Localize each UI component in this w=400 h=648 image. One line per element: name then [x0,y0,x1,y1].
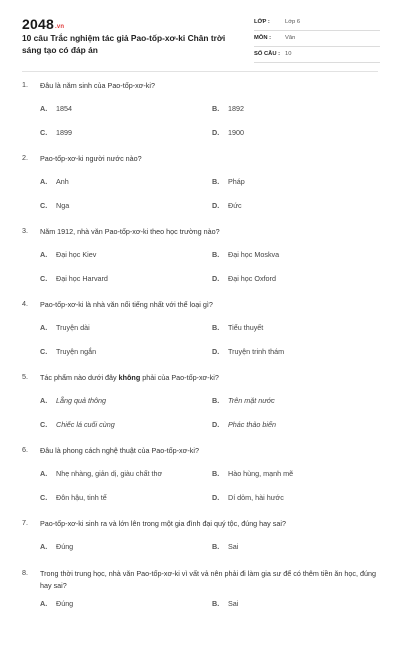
option-letter: B. [212,599,220,608]
question-number: 4. [22,299,28,308]
question-7 [0,518,400,568]
question-number: 7. [22,518,28,527]
option-text: Nga [56,201,70,210]
option-text: Truyện ngắn [56,347,97,356]
option-c[interactable] [40,347,200,359]
page-header [0,0,400,72]
option-c[interactable] [40,493,200,505]
meta-label: LỚP : [254,19,270,25]
question-text: Đâu là phong cách nghệ thuật của Pao-tốp-xơ-ki? [40,446,199,455]
option-letter: D. [212,128,220,137]
option-a[interactable] [40,250,200,262]
option-text: Đại học Kiev [56,250,97,259]
option-text: 1892 [228,104,244,113]
option-letter: D. [212,420,220,429]
option-text: Lẵng quả thông [56,396,106,405]
option-a[interactable] [40,104,200,116]
meta-label: MÔN : [254,35,272,41]
option-text: 1900 [228,128,244,137]
question-text: Pao-tốp-xơ-ki là nhà văn nổi tiếng nhất với thể loại gì? [40,300,213,309]
question-1 [0,80,400,153]
question-3 [0,226,400,299]
option-letter: D. [212,274,220,283]
option-text: Truyện dài [56,323,90,332]
option-a[interactable] [40,469,200,481]
option-text: Dí dỏm, hài hước [228,493,284,502]
option-letter: D. [212,493,220,502]
option-letter: C. [40,493,48,502]
option-c[interactable] [40,128,200,140]
option-b[interactable] [212,599,372,611]
option-b[interactable] [212,250,372,262]
question-number: 6. [22,445,28,454]
meta-label: SỐ CÂU : [254,51,281,57]
meta-row-grade [254,16,380,31]
option-text: Anh [56,177,69,186]
option-b[interactable] [212,542,372,554]
option-letter: C. [40,128,48,137]
option-letter: B. [212,323,220,332]
option-text: Hào hùng, mạnh mẽ [228,469,294,478]
question-text: Trong thời trung học, nhà văn Pao-tốp-xơ-ki vì vất vả nên phải đi làm gia sư để có thêm tiền ăn học, đúng hay sai? [40,569,376,590]
option-text: Đại học Moskva [228,250,280,259]
option-text: Truyện trinh thám [228,347,285,356]
option-text: Sai [228,599,239,608]
option-d[interactable] [212,274,372,286]
question-8 [0,568,400,648]
logo-suffix: .vn [54,24,65,30]
option-letter: B. [212,104,220,113]
option-letter: A. [40,396,48,405]
option-letter: D. [212,347,220,356]
option-text: Đúng [56,599,74,608]
option-text: 1854 [56,104,72,113]
question-text: Pao-tốp-xơ-ki người nước nào? [40,154,142,163]
option-letter: B. [212,396,220,405]
option-b[interactable] [212,323,372,335]
question-4 [0,299,400,372]
meta-value: 10 [285,51,292,57]
option-text: Nhẹ nhàng, giản dị, giàu chất thơ [56,469,163,478]
option-b[interactable] [212,177,372,189]
option-c[interactable] [40,201,200,213]
option-text: Trên mặt nước [228,396,275,405]
option-a[interactable] [40,542,200,554]
question-number: 3. [22,226,28,235]
option-text: Sai [228,542,239,551]
option-text: Đại học Oxford [228,274,276,283]
option-letter: C. [40,420,48,429]
question-list [0,80,400,648]
option-b[interactable] [212,396,372,408]
option-letter: B. [212,469,220,478]
option-d[interactable] [212,128,372,140]
question-text-pre: Tác phẩm nào dưới đây [40,373,119,382]
question-5 [0,372,400,445]
meta-value: Lớp 6 [285,19,301,25]
option-c[interactable] [40,274,200,286]
option-text: Đúng [56,542,74,551]
meta-row-subject [254,32,380,47]
option-text: Phác thảo biển [228,420,276,429]
option-text: Đức [228,201,242,210]
option-letter: A. [40,469,48,478]
option-letter: A. [40,250,48,259]
option-d[interactable] [212,347,372,359]
option-text: Tiểu thuyết [228,323,264,332]
option-letter: A. [40,542,48,551]
site-logo[interactable] [22,16,64,32]
option-b[interactable] [212,104,372,116]
option-d[interactable] [212,493,372,505]
header-divider [22,71,378,72]
option-letter: A. [40,177,48,186]
question-6 [0,445,400,518]
option-letter: C. [40,274,48,283]
option-text: Đại học Harvard [56,274,108,283]
option-a[interactable] [40,323,200,335]
option-letter: A. [40,599,48,608]
document-meta [254,16,380,64]
question-2 [0,153,400,226]
option-a[interactable] [40,396,200,408]
question-number: 5. [22,372,28,381]
option-c[interactable] [40,420,200,432]
meta-row-count [254,48,380,63]
question-text-emphasis: không [118,373,141,382]
option-d[interactable] [212,201,372,213]
question-number: 8. [22,568,28,577]
option-letter: B. [212,177,220,186]
option-letter: D. [212,201,220,210]
option-letter: A. [40,323,48,332]
option-a[interactable] [40,177,200,189]
logo-main: 2048 [22,16,54,32]
option-text: 1899 [56,128,72,137]
option-letter: C. [40,201,48,210]
option-letter: B. [212,542,220,551]
question-number: 1. [22,80,28,89]
option-text: Đôn hậu, tinh tế [56,493,107,502]
question-text-post: phải của Pao-tốp-xơ-ki? [140,373,219,382]
meta-value: Văn [285,35,296,41]
question-text: Pao-tốp-xơ-ki sinh ra và lớn lên trong một gia đình đại quý tộc, đúng hay sai? [40,519,286,528]
option-b[interactable] [212,469,372,481]
option-text: Chiếc lá cuối cùng [56,420,115,429]
question-text: Năm 1912, nhà văn Pao-tốp-xơ-ki theo học trường nào? [40,227,220,236]
document-title: 10 câu Trắc nghiệm tác giả Pao-tốp-xơ-ki Chân trời sáng tạo có đáp án [22,33,226,55]
option-a[interactable] [40,599,200,611]
question-text [40,372,380,384]
option-letter: B. [212,250,220,259]
question-text: Đâu là năm sinh của Pao-tốp-xơ-ki? [40,81,155,90]
question-number: 2. [22,153,28,162]
option-text: Pháp [228,177,245,186]
option-d[interactable] [212,420,372,432]
option-letter: A. [40,104,48,113]
option-letter: C. [40,347,48,356]
